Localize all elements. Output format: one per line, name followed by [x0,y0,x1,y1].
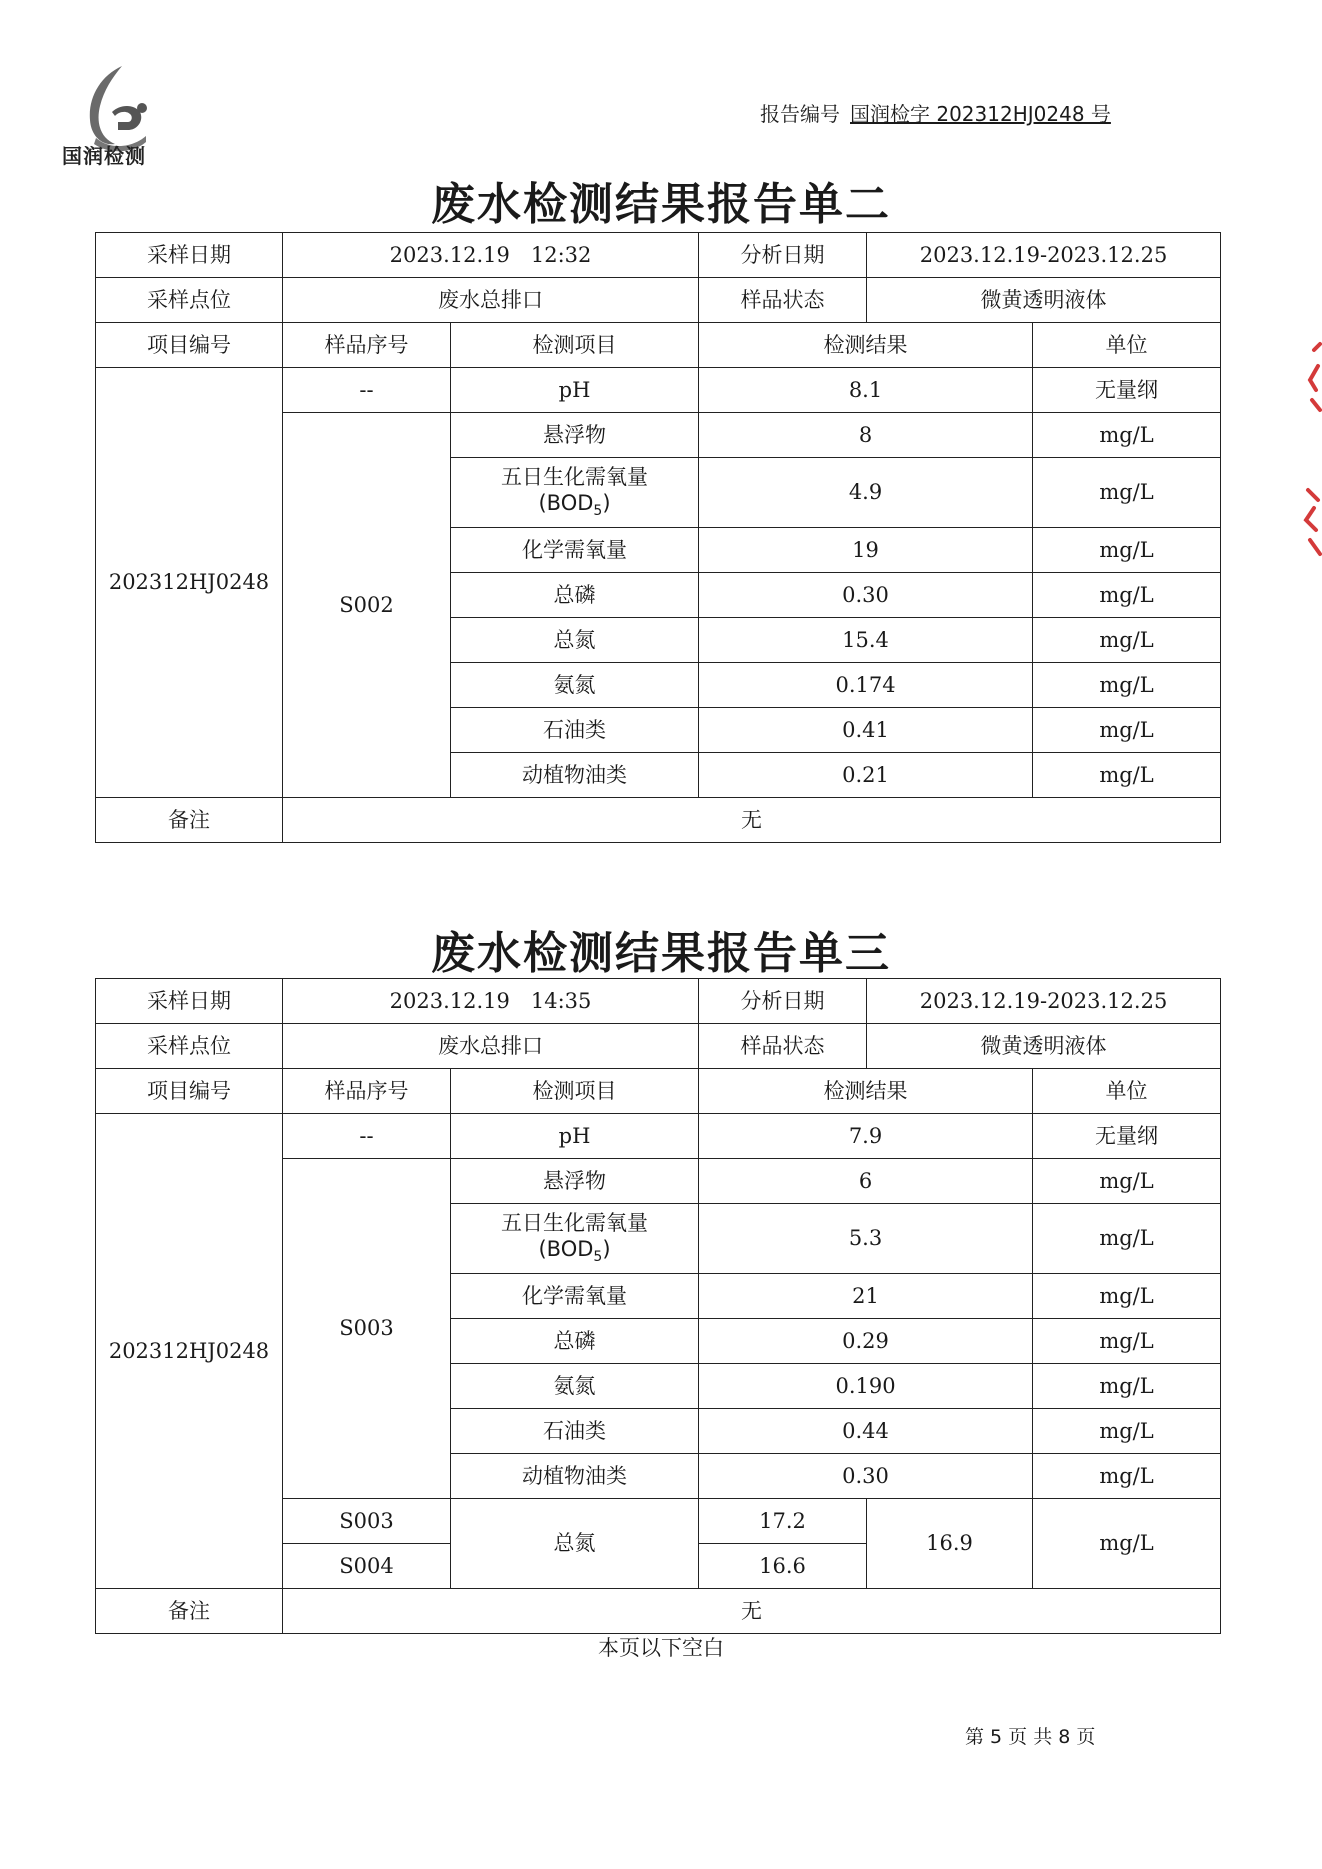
header-unit: 单位 [1033,1069,1221,1114]
item-cell: 总磷 [451,573,699,618]
sample-no-cell: S002 [283,413,451,798]
result-cell: 0.30 [699,1454,1033,1499]
report-number-value: 国润检字 202312HJ0248 号 [850,102,1111,126]
analysis-date-value: 2023.12.19-2023.12.25 [867,233,1221,278]
sheet-title: 废水检测结果报告单三 [431,928,891,979]
item-cell [451,1204,699,1274]
location-label: 采样点位 [96,278,283,323]
header-result: 检测结果 [699,1069,1033,1114]
report-number-label: 报告编号 [760,102,840,126]
header-project-no: 项目编号 [96,1069,283,1114]
unit-cell: mg/L [1033,458,1221,528]
item-name: 五日生化需氧量 [501,1211,648,1236]
item-cell [451,458,699,528]
logo-text: 国润检测 [62,144,146,168]
result-cell: 0.41 [699,708,1033,753]
unit-cell: mg/L [1033,528,1221,573]
sample-no-cell: S003 [283,1499,451,1544]
report-number [760,98,1111,127]
item-cell: 动植物油类 [451,753,699,798]
unit-cell: mg/L [1033,1319,1221,1364]
remark-value: 无 [283,798,1221,843]
result-cell: 0.29 [699,1319,1033,1364]
remark-value: 无 [283,1589,1221,1634]
header-sample-no: 样品序号 [283,323,451,368]
sample-no-cell: -- [283,368,451,413]
unit-cell: 无量纲 [1033,368,1221,413]
location-value: 废水总排口 [283,1024,699,1069]
result-cell: 17.2 [699,1499,867,1544]
item-cell: pH [451,368,699,413]
unit-cell: mg/L [1033,663,1221,708]
result-cell: 7.9 [699,1114,1033,1159]
unit-cell: mg/L [1033,708,1221,753]
unit-cell: mg/L [1033,573,1221,618]
result-cell: 0.21 [699,753,1033,798]
analysis-date-value: 2023.12.19-2023.12.25 [867,979,1221,1024]
result-cell: 8 [699,413,1033,458]
result-cell: 0.174 [699,663,1033,708]
location-label: 采样点位 [96,1024,283,1069]
result-table [95,978,1221,1634]
item-cell: 氨氮 [451,1364,699,1409]
page-number: 第 5 页 共 8 页 [965,1726,1096,1748]
state-value: 微黄透明液体 [867,278,1221,323]
item-abbr: $(BOD_5)$ [538,1237,611,1266]
item-name: 五日生化需氧量 [501,465,648,490]
result-cell: 0.190 [699,1364,1033,1409]
sampling-date-value: 2023.12.19 12:32 [283,233,699,278]
item-cell: 化学需氧量 [451,1274,699,1319]
sample-no-cell: S003 [283,1159,451,1499]
sample-no-cell: S004 [283,1544,451,1589]
item-cell: pH [451,1114,699,1159]
result-cell: 15.4 [699,618,1033,663]
sampling-date-label: 采样日期 [96,979,283,1024]
result-cell: 0.30 [699,573,1033,618]
header-unit: 单位 [1033,323,1221,368]
result-cell: 5.3 [699,1204,1033,1274]
unit-cell: mg/L [1033,1204,1221,1274]
item-cell: 悬浮物 [451,1159,699,1204]
result-cell: 8.1 [699,368,1033,413]
result-cell: 19 [699,528,1033,573]
result-cell: 16.6 [699,1544,867,1589]
item-cell: 石油类 [451,1409,699,1454]
unit-cell: mg/L [1033,1159,1221,1204]
result-cell: 0.44 [699,1409,1033,1454]
sample-no-cell: -- [283,1114,451,1159]
sheet-title: 废水检测结果报告单二 [431,179,891,230]
header-item: 检测项目 [451,323,699,368]
state-label: 样品状态 [699,278,867,323]
project-no-cell: 202312HJ0248 [96,1114,283,1589]
item-cell: 动植物油类 [451,1454,699,1499]
unit-cell: mg/L [1033,413,1221,458]
item-cell: 氨氮 [451,663,699,708]
mean-result-cell: 16.9 [867,1499,1033,1589]
header-result: 检测结果 [699,323,1033,368]
result-cell: 6 [699,1159,1033,1204]
seal-stamp-fragment [1300,340,1322,570]
item-cell: 悬浮物 [451,413,699,458]
remark-label: 备注 [96,798,283,843]
unit-cell: mg/L [1033,1409,1221,1454]
unit-cell: mg/L [1033,1454,1221,1499]
analysis-date-label: 分析日期 [699,979,867,1024]
item-abbr: $(BOD_5)$ [538,491,611,520]
sampling-date-label: 采样日期 [96,233,283,278]
result-cell: 4.9 [699,458,1033,528]
unit-cell: mg/L [1033,753,1221,798]
location-value: 废水总排口 [283,278,699,323]
state-label: 样品状态 [699,1024,867,1069]
item-cell: 石油类 [451,708,699,753]
result-cell: 21 [699,1274,1033,1319]
unit-cell: mg/L [1033,1499,1221,1589]
project-no-cell: 202312HJ0248 [96,368,283,798]
analysis-date-label: 分析日期 [699,233,867,278]
sampling-date-value: 2023.12.19 14:35 [283,979,699,1024]
item-cell: 总氮 [451,618,699,663]
state-value: 微黄透明液体 [867,1024,1221,1069]
header-project-no: 项目编号 [96,323,283,368]
unit-cell: mg/L [1033,1364,1221,1409]
blank-below-note: 本页以下空白 [598,1636,724,1660]
remark-label: 备注 [96,1589,283,1634]
unit-cell: mg/L [1033,1274,1221,1319]
unit-cell: 无量纲 [1033,1114,1221,1159]
header-sample-no: 样品序号 [283,1069,451,1114]
result-table [95,232,1221,843]
unit-cell: mg/L [1033,618,1221,663]
item-cell: 化学需氧量 [451,528,699,573]
item-cell: 总磷 [451,1319,699,1364]
header-item: 检测项目 [451,1069,699,1114]
item-cell: 总氮 [451,1499,699,1589]
